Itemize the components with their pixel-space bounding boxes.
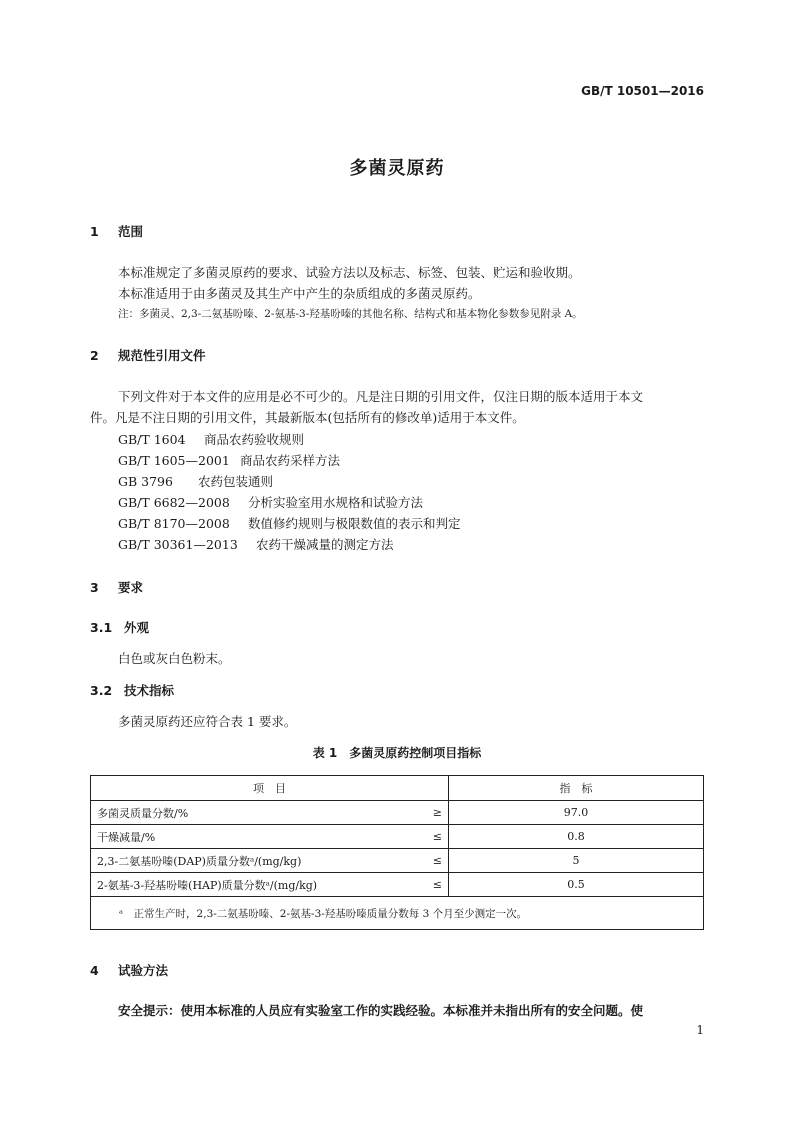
reference-code: GB/T 30361—2013 (118, 537, 238, 552)
paragraph: 本标准适用于由多菌灵及其生产中产生的杂质组成的多菌灵原药。 (118, 286, 481, 301)
note: 注：多菌灵、2,3-二氨基吩嗪、2-氨基-3-羟基吩嗪的其他名称、结构式和基本物化参数参见附录 A。 (118, 308, 583, 320)
reference-item (118, 493, 423, 511)
page-number: 1 (696, 1023, 704, 1037)
item-name: 多菌灵质量分数/% (91, 801, 417, 825)
table-footnote-row (91, 897, 704, 930)
comparison-symbol: ≤ (416, 849, 449, 873)
section-number: 3 (90, 580, 99, 595)
table-footnote: ᵃ 正常生产时，2,3-二氨基吩嗪、2-氨基-3-羟基吩嗪质量分数每 3 个月至少测定一次。 (91, 897, 704, 930)
reference-item (118, 472, 273, 490)
reference-code: GB 3796 (118, 474, 173, 489)
section-1-heading (90, 222, 143, 240)
section-number: 2 (90, 348, 99, 363)
table-row (91, 873, 704, 897)
comparison-symbol: ≤ (416, 825, 449, 849)
paragraph: 本标准规定了多菌灵原药的要求、试验方法以及标志、标签、包装、贮运和验收期。 (118, 265, 581, 280)
paragraph: 多菌灵原药还应符合表 1 要求。 (118, 714, 297, 729)
subsection-title: 外观 (124, 620, 150, 635)
section-number: 4 (90, 963, 99, 978)
reference-name: 农药干燥减量的测定方法 (256, 537, 394, 552)
subsection-number: 3.1 (90, 620, 113, 635)
comparison-symbol: ≤ (416, 873, 449, 897)
paragraph: 件。凡是不注日期的引用文件，其最新版本(包括所有的修改单)适用于本文件。 (90, 410, 525, 425)
table-row (91, 801, 704, 825)
reference-name: 分析实验室用水规格和试验方法 (248, 495, 424, 510)
reference-code: GB/T 6682—2008 (118, 495, 230, 510)
document-title: 多菌灵原药 (349, 158, 445, 179)
subsection-number: 3.2 (90, 683, 113, 698)
standard-number: GB/T 10501—2016 (581, 84, 704, 98)
item-name: 2,3-二氨基吩嗪(DAP)质量分数ᵃ/(mg/kg) (91, 849, 417, 873)
paragraph: 下列文件对于本文件的应用是必不可少的。凡是注日期的引用文件，仅注日期的版本适用于本文 (118, 389, 644, 404)
subsection-3-1-heading (90, 618, 149, 636)
reference-code: GB/T 1605—2001 (118, 453, 230, 468)
reference-code: GB/T 8170—2008 (118, 516, 230, 531)
item-value: 97.0 (449, 801, 704, 825)
reference-code: GB/T 1604 (118, 432, 186, 447)
column-header-item: 项 目 (91, 776, 449, 801)
column-header-value: 指 标 (449, 776, 704, 801)
item-name: 2-氨基-3-羟基吩嗪(HAP)质量分数ᵃ/(mg/kg) (91, 873, 417, 897)
comparison-symbol: ≥ (416, 801, 449, 825)
item-value: 5 (449, 849, 704, 873)
paragraph: 白色或灰白色粉末。 (118, 651, 231, 666)
section-4-heading (90, 961, 168, 979)
reference-name: 数值修约规则与极限数值的表示和判定 (248, 516, 461, 531)
table-caption: 表 1 多菌灵原药控制项目指标 (312, 746, 482, 760)
section-title: 规范性引用文件 (118, 348, 206, 363)
table-row (91, 825, 704, 849)
section-title: 范围 (118, 224, 144, 239)
section-number: 1 (90, 224, 99, 239)
item-value: 0.5 (449, 873, 704, 897)
spec-table (90, 775, 704, 930)
item-value: 0.8 (449, 825, 704, 849)
reference-name: 商品农药采样方法 (240, 453, 341, 468)
reference-item (118, 535, 394, 553)
reference-name: 农药包装通则 (198, 474, 274, 489)
subsection-3-2-heading (90, 681, 174, 699)
reference-item (118, 451, 340, 469)
section-title: 试验方法 (118, 963, 169, 978)
reference-item (118, 430, 304, 448)
item-name: 干燥减量/% (91, 825, 417, 849)
section-title: 要求 (118, 580, 144, 595)
subsection-title: 技术指标 (124, 683, 175, 698)
section-3-heading (90, 578, 143, 596)
safety-notice: 安全提示：使用本标准的人员应有实验室工作的实践经验。本标准并未指出所有的安全问题。使 (118, 1003, 644, 1018)
table-row (91, 849, 704, 873)
reference-item (118, 514, 461, 532)
section-2-heading (90, 346, 206, 364)
reference-name: 商品农药验收规则 (204, 432, 305, 447)
table-header-row (91, 776, 704, 801)
